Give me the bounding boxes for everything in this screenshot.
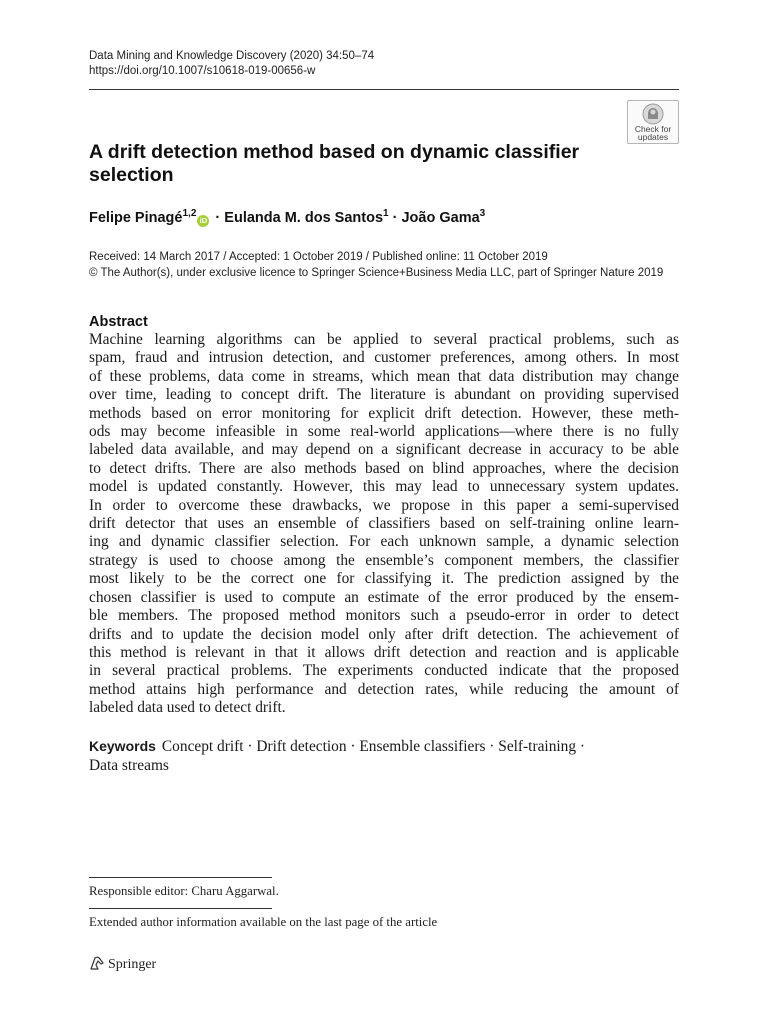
abstract-line: Machine learning algorithms can be applied to several practical problems, such as (89, 331, 679, 348)
abstract-line: drifts and to update the decision model only after drift detection. The achievement of (89, 625, 679, 643)
abstract-line: ods may become infeasible in some real-world applications—where there is no fully (89, 423, 679, 441)
abstract-line: to detect drifts. There are also methods based on blind approaches, where the decision (89, 459, 679, 477)
abstract-line: labeled data available, and may depend on a significant decrease in accuracy to be able (89, 441, 679, 459)
author-name[interactable]: João Gama (401, 209, 480, 226)
header-rule (89, 89, 679, 90)
abstract-line: of these problems, data come in streams, which mean that data distribution may change (89, 367, 679, 385)
crossmark-icon (642, 103, 664, 125)
responsible-editor-note: Responsible editor: Charu Aggarwal. (89, 884, 279, 898)
check-for-updates-badge[interactable] (627, 100, 679, 144)
keywords-section (89, 737, 679, 775)
publisher-logo (89, 955, 156, 973)
abstract-line: drift detector that uses an ensemble of classifiers based on self-training online learn- (89, 515, 679, 533)
journal-citation: Data Mining and Knowledge Discovery (2020) 34:50–74 (89, 50, 375, 62)
keywords-heading: Keywords (89, 738, 156, 754)
abstract-line: over time, leading to concept drift. The literature is abundant on providing supervised (89, 386, 679, 404)
keywords-list-continued: Data streams (89, 757, 169, 774)
badge-line-1: Check for (634, 124, 672, 134)
orcid-icon[interactable]: iD (197, 215, 209, 227)
copyright-line: © The Author(s), under exclusive licence to Springer Science+Business Media LLC, part of Springer Nature 2019 (89, 266, 664, 279)
footnote-rule (89, 908, 272, 909)
abstract-line: spam, fraud and intrusion detection, and customer preferences, among others. In most (89, 349, 679, 367)
author-name[interactable]: Felipe Pinagé (89, 209, 183, 226)
author-list (89, 208, 485, 227)
abstract-line: chosen classifier is used to compute an estimate of the error produced by the ensem- (89, 588, 679, 606)
author-separator: · (215, 209, 221, 226)
abstract-line: this method is relevant in that it allows drift detection and reaction and is applicable (89, 643, 679, 661)
author-affiliation: 1 (383, 208, 389, 219)
abstract-line: strategy is used to choose among the ensemble’s component members, the classifier (89, 551, 679, 569)
abstract-line: ble members. The proposed method monitors such a pseudo-error in order to detect (89, 607, 679, 625)
author-info-note: Extended author information available on the last page of the article (89, 915, 438, 929)
publisher-name: Springer (108, 957, 157, 972)
doi-link[interactable]: https://doi.org/10.1007/s10618-019-00656-w (89, 65, 316, 77)
author-affiliation: 3 (479, 208, 486, 219)
keywords-list: Concept drift · Drift detection · Ensemble classifiers · Self-training · (161, 738, 586, 755)
journal-header (89, 49, 374, 79)
article-title: A drift detection method based on dynamic classifier selection (89, 141, 580, 186)
abstract-line: labeled data used to detect drift. (89, 699, 286, 717)
footnote-rule (89, 877, 272, 878)
author-separator: · (392, 209, 398, 226)
publication-info (89, 250, 663, 281)
abstract-heading: Abstract (89, 314, 148, 330)
badge-line-2: updates (637, 132, 669, 142)
publication-dates: Received: 14 March 2017 / Accepted: 1 October 2019 / Published online: 11 October 2019 (89, 251, 548, 263)
abstract-line: method attains high performance and detection rates, while reducing the amount of (89, 680, 679, 698)
abstract-line: most likely to be the correct one for classifying it. The prediction assigned by the (89, 570, 679, 588)
abstract-line: In order to overcome these drawbacks, we propose in this paper a semi-supervised (89, 496, 679, 514)
springer-horse-icon (89, 955, 105, 971)
author-name[interactable]: Eulanda M. dos Santos (224, 209, 384, 226)
abstract-body (89, 331, 679, 718)
author-affiliation: 1,2 (182, 208, 197, 219)
abstract-line: methods based on error monitoring for explicit drift detection. However, these meth- (89, 404, 679, 422)
abstract-line: ing and dynamic classifier selection. For each unknown sample, a dynamic selection (89, 533, 679, 551)
abstract-line: model is updated constantly. However, this may lead to unnecessary system updates. (89, 478, 679, 496)
abstract-line: in several practical problems. The experiments conducted indicate that the proposed (89, 662, 679, 680)
